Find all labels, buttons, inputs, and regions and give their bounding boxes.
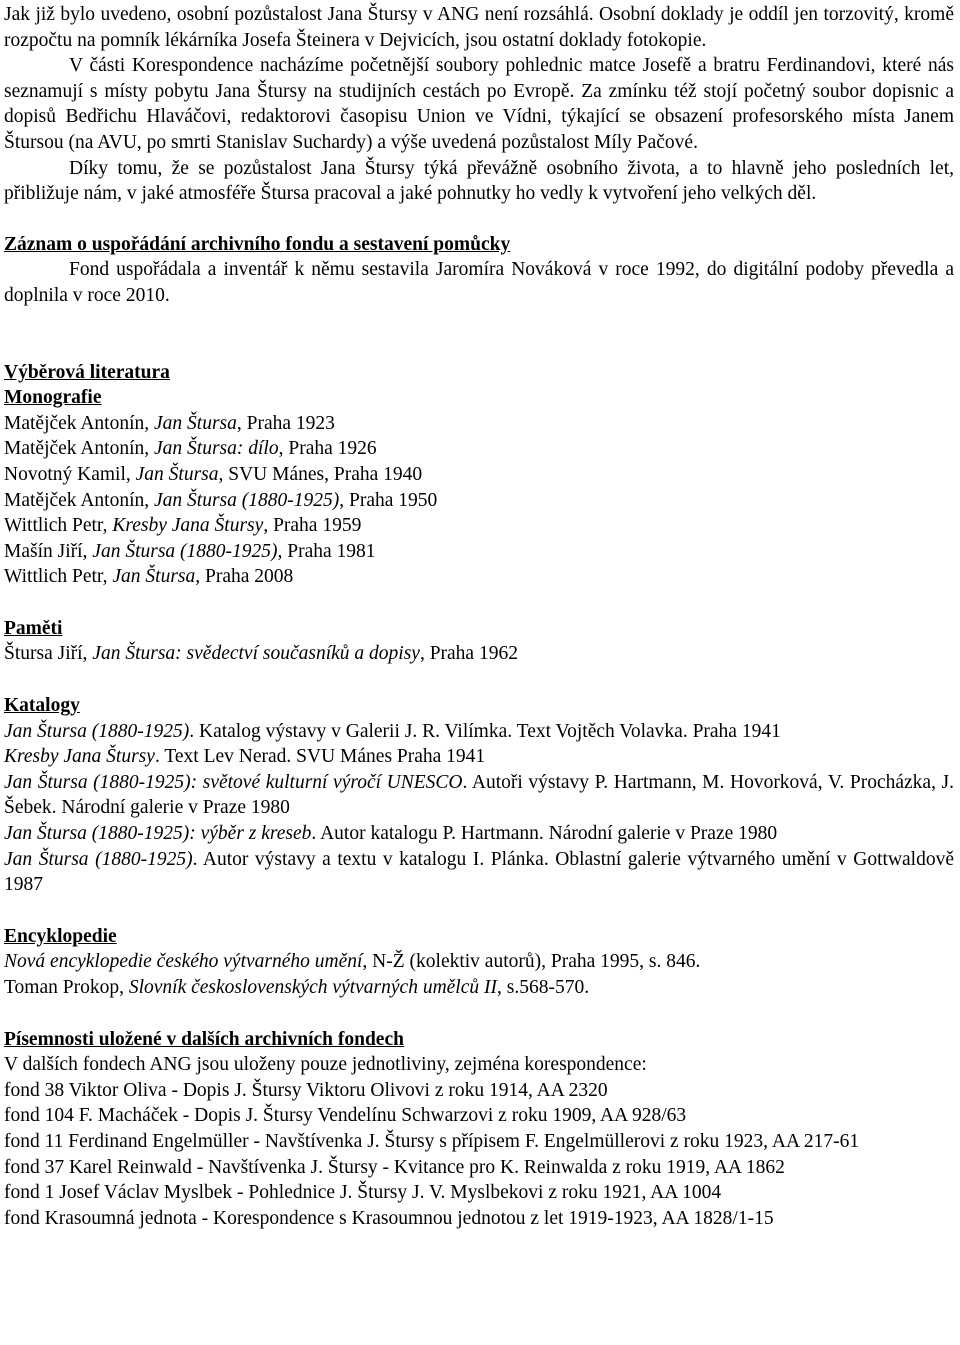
monograph-item: Matějček Antonín, Jan Štursa, Praha 1923	[4, 412, 335, 434]
catalogs-list	[4, 719, 954, 898]
record-text: Fond uspořádala a inventář k němu sestavila Jaromíra Nováková v roce 1992, do digitální podoby převedla a doplnila v roce 2010.	[4, 259, 954, 306]
encyclopedias-heading: Encyklopedie	[4, 925, 117, 947]
monograph-item: Matějček Antonín, Jan Štursa: dílo, Praha 1926	[4, 438, 377, 460]
archive-item: fond 104 F. Macháček - Dopis J. Štursy Vendelínu Schwarzovi z roku 1909, AA 928/63	[4, 1105, 687, 1127]
catalog-item: Jan Štursa (1880-1925). Autor výstavy a textu v katalogu I. Plánka. Oblastní galerie výtvarného umění v Gottwaldově 1987	[4, 848, 954, 896]
memoir-item: Štursa Jiří, Jan Štursa: svědectví současníků a dopisy, Praha 1962	[4, 643, 518, 665]
archive-item: fond 37 Karel Reinwald - Navštívenka J. Štursy - Kvitance pro K. Reinwalda z roku 1919, AA 1862	[4, 1156, 785, 1178]
encyclopedias-list	[4, 949, 954, 1000]
catalog-item: Jan Štursa (1880-1925): světové kulturní výročí UNESCO. Autoři výstavy P. Hartmann, M. Hovorková, V. Procházka, J. Šebek. Národní galerie v Praze 1980	[4, 771, 954, 819]
monograph-item: Wittlich Petr, Jan Štursa, Praha 2008	[4, 566, 294, 588]
archive-item: fond 11 Ferdinand Engelmüller - Navštívenka J. Štursy s přípisem F. Engelmüllerovi z roku 1923, AA 217-61	[4, 1130, 860, 1152]
archive-item: fond Krasoumná jednota - Korespondence s Krasoumnou jednotou z let 1919-1923, AA 1828/1-15	[4, 1207, 774, 1229]
record-heading: Záznam o uspořádání archivního fondu a sestavení pomůcky	[4, 233, 511, 255]
memoirs-heading: Paměti	[4, 617, 63, 639]
other-archives-intro: V dalších fondech ANG jsou uloženy pouze jednotliviny, zejména korespondence:	[4, 1054, 647, 1076]
literature-heading: Výběrová literatura	[4, 361, 170, 383]
monograph-item: Wittlich Petr, Kresby Jana Štursy, Praha 1959	[4, 515, 362, 537]
encyclopedia-item: Nová encyklopedie českého výtvarného umění, N-Ž (kolektiv autorů), Praha 1995, s. 846.	[4, 951, 701, 973]
intro-paragraph-3: Díky tomu, že se pozůstalost Jana Štursy týká převážně osobního života, a to hlavně jeho posledních let, přibližuje nám, v jaké atmosféře Štursa pracoval a jaké pohnutky ho vedly k vytvoření jeho velkých děl.	[4, 157, 954, 205]
monographs-heading: Monografie	[4, 387, 102, 409]
catalog-item: Jan Štursa (1880-1925): výběr z kreseb. Autor katalogu P. Hartmann. Národní galerie v Praze 1980	[4, 823, 778, 845]
monograph-item: Novotný Kamil, Jan Štursa, SVU Mánes, Praha 1940	[4, 463, 423, 485]
other-archives-heading: Písemnosti uložené v dalších archivních fondech	[4, 1028, 404, 1050]
catalogs-heading: Katalogy	[4, 695, 80, 717]
archive-item: fond 1 Josef Václav Myslbek - Pohlednice J. Štursy J. V. Myslbekovi z roku 1921, AA 1004	[4, 1182, 722, 1204]
encyclopedia-item: Toman Prokop, Slovník československých výtvarných umělců II, s.568-570.	[4, 977, 590, 998]
monograph-item: Matějček Antonín, Jan Štursa (1880-1925), Praha 1950	[4, 489, 438, 511]
catalog-item: Kresby Jana Štursy. Text Lev Nerad. SVU Mánes Praha 1941	[4, 746, 486, 768]
intro-paragraph-2: V části Korespondence nacházíme početnější soubory pohlednic matce Josefě a bratru Ferdinandovi, které nás seznamují s místy pobytu Jana Štursy na studijních cestách po Evropě. Za zmínku též stojí početný soubor dopisnic a dopisů Bedřichu Hlaváčovi, redaktorovi časopisu Union ve Vídni, týkající se obsazení profesorského místa Janem Štursou (na AVU, po smrti Stanislav Suchardy) a výše uvedená pozůstalost Míly Pačové.	[4, 55, 954, 153]
monographs-list	[4, 411, 954, 590]
monograph-item: Mašín Jiří, Jan Štursa (1880-1925), Praha 1981	[4, 540, 376, 562]
archive-item: fond 38 Viktor Oliva - Dopis J. Štursy Viktoru Olivovi z roku 1914, AA 2320	[4, 1079, 608, 1101]
catalog-item: Jan Štursa (1880-1925). Katalog výstavy v Galerii J. R. Vilímka. Text Vojtěch Volavka. Praha 1941	[4, 720, 781, 742]
other-archives-list	[4, 1078, 954, 1232]
intro-paragraph-1: Jak již bylo uvedeno, osobní pozůstalost Jana Štursy v ANG není rozsáhlá. Osobní doklady je oddíl jen torzovitý, kromě rozpočtu na pomník lékárníka Josefa Šteinera v Dejvicích, jsou ostatní doklady fotokopie.	[4, 4, 954, 51]
